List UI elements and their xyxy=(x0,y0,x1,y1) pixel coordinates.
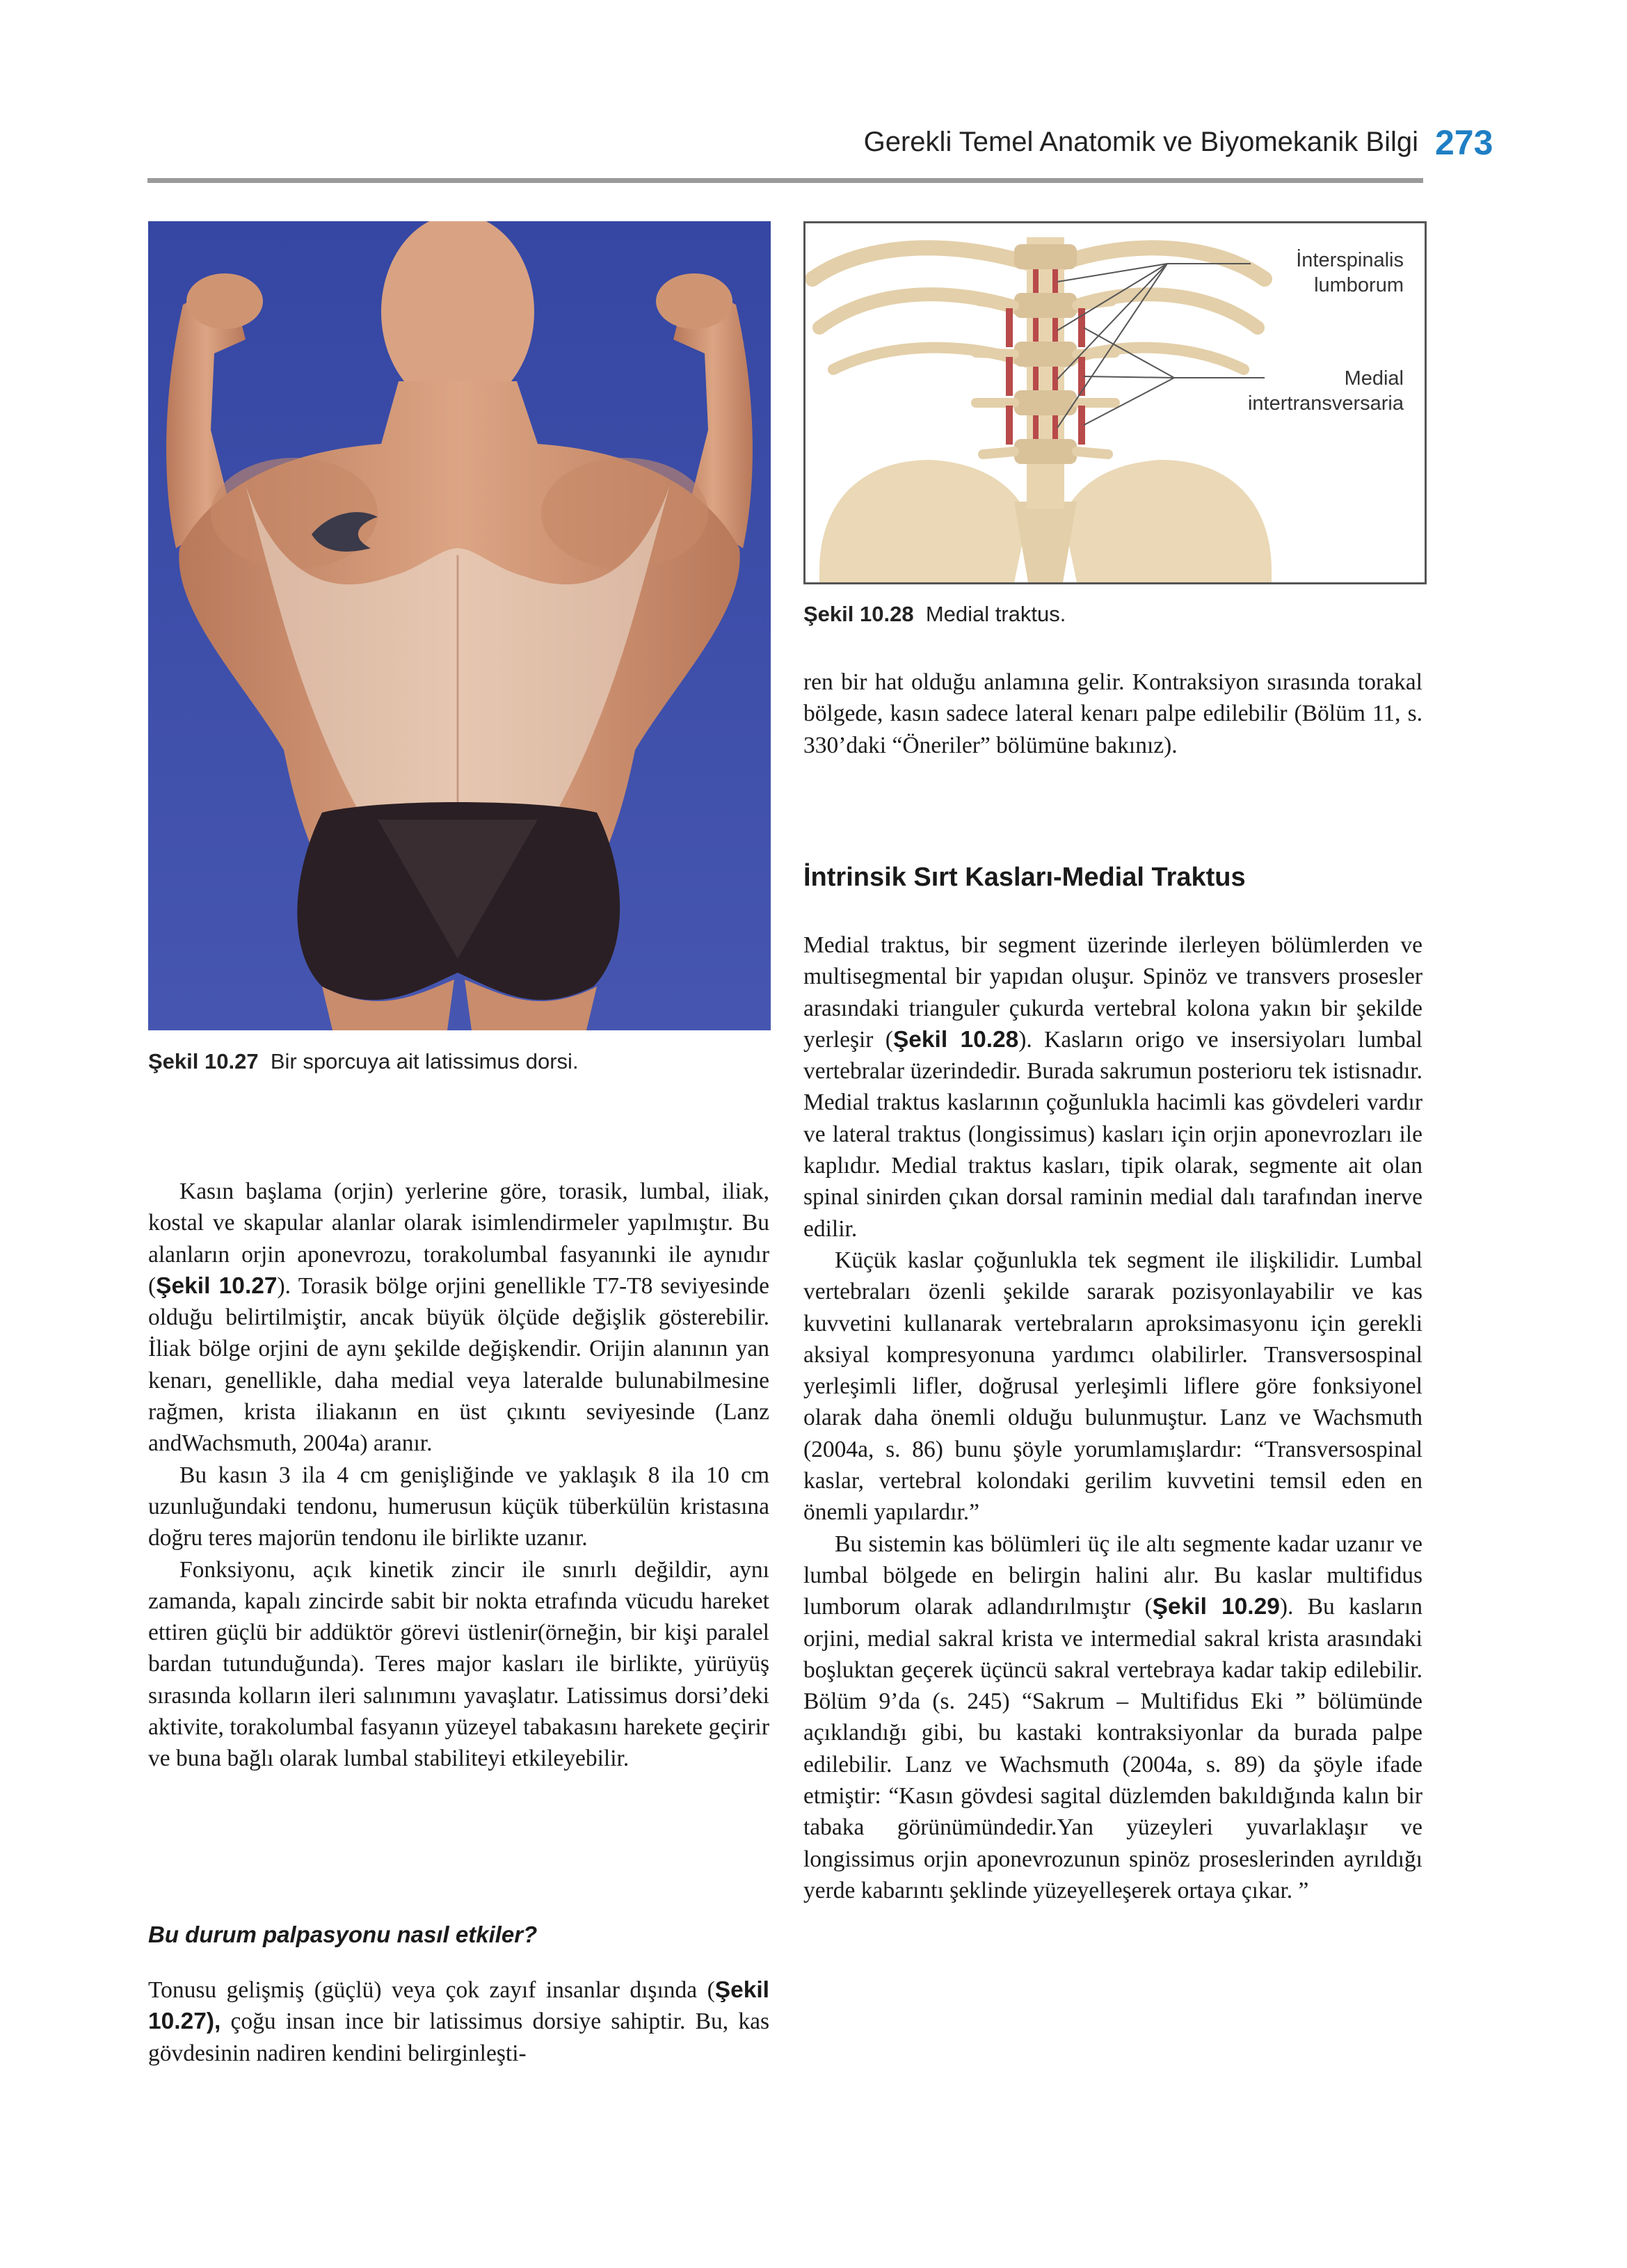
label-interspinalis: İnterspinalis xyxy=(1296,249,1404,271)
label-medial: Medial xyxy=(1344,367,1404,390)
left-p1-text-a: Kasın başlama (orjin) yerlerine göre, torasik, lumbal, iliak, kostal ve skapular alanlar olarak isimlendirmeler yapılmıştır. Bu alanların orjin aponevrozu, torakolumbal fasyanınki ile aynıdır ( xyxy=(148,1179,769,1299)
right-p3-text-a: Bu sistemin kas bölümleri üç ile altı segmente kadar uzanır ve lumbal bölgede en belirgin halini alır. Bu kaslar multifidus lumborum olarak adlandırılmıştır ( xyxy=(803,1531,1422,1620)
figure-29-reference: Şekil 10.29 xyxy=(1152,1594,1280,1620)
right-p1-text-a: Medial traktus, bir segment üzerinde ilerleyen bölümlerden ve multisegmental bir yapıdan oluşur. Spinöz ve transvers prosesler arasındaki trianguler çukurda vertebral kolona yakın bir şekilde yerleşir ( xyxy=(803,932,1422,1053)
left-column-body xyxy=(148,1176,769,1775)
left-paragraph-3: Fonksiyonu, açık kinetik zincir ile sınırlı değildir, aynı zamanda, kapalı zincirde sabit bir nokta etrafında vücudu hareket ettiren güçlü bir addüktör görevi üstlenir(örneğin, bir kişi paralel bardan tutunduğunda). Teres major kasları ile birlikte, yürüyüş sırasında kolların ileri salınımını yavaşlatır. Latissimus dorsi’deki aktivite, torakolumbal fasyanın yüzeyel tabakasını harekete geçirir ve buna bağlı olarak lumbal stabiliteyi etkileyebilir. xyxy=(148,1556,769,1772)
figure-28-caption-text: Medial traktus. xyxy=(925,602,1066,626)
page-number: 273 xyxy=(1435,123,1493,162)
left-paragraph-2: Bu kasın 3 ila 4 cm genişliğinde ve yaklaşık 8 ila 10 cm uzunluğundaki tendonu, humerusun küçük tüberkülün kristasına doğru teres majorün tendonu ile birlikte uzanır. xyxy=(148,1462,769,1551)
subheading-palpation: Bu durum palpasyonu nasıl etkiler? xyxy=(148,1922,538,1947)
right-paragraph-2: Küçük kaslar çoğunlukla tek segment ile ilişkilidir. Lumbal vertebraları özenli şekilde sararak pozisyonlayabilir ve kas kuvvetini kullanarak vertebraların aproksimasyonu için gerekli aksiyal kompresyonuna yardımcı olabilirler. Transversospinal yerleşimli lifler, doğrusal yerleşimli liflere göre fonksiyonel olarak daha önemli olduğu bulunmuştur. Lanz ve Wachsmuth (2004a, s. 86) bunu şöyle yorumlamışlardır: “Transversospinal kaslar, vertebral kolondaki gerilim kuvvetini temsil eden en önemli yapılardır.” xyxy=(803,1247,1422,1526)
left-column-after-subheading xyxy=(148,1974,769,2069)
left-p4-text-a: Tonusu gelişmiş (güçlü) veya çok zayıf insanlar dışında ( xyxy=(148,1977,715,2003)
continuation-paragraph: ren bir hat olduğu anlamına gelir. Kontraksiyon sırasında torakal bölgede, kasın sadece lateral kenarı palpe edilebilir (Bölüm 11, s. 330’daki “Öneriler” bölümüne bakınız). xyxy=(803,669,1422,758)
figure-27-label: Şekil 10.27 xyxy=(148,1049,259,1073)
figure-27-caption-text: Bir sporcuya ait latissimus dorsi. xyxy=(270,1049,579,1073)
label-lumborum: lumborum xyxy=(1314,274,1404,296)
right-p1-text-b: ). Kasların origo ve insersiyoları lumbal vertebralar üzerindedir. Burada sakrumun posterioru tek istisnadır. Medial traktus kaslarının çoğunlukla hacimli kas gövdeleri vardır ve lateral traktus (longissimus) kasları için orjin aponevrozları ile kaplıdır. Medial traktus kasları, tipik olarak, segmente ait olan spinal sinirden çıkan dorsal raminin medial dalı tarafından inerve edilir. xyxy=(803,1026,1422,1242)
right-column-body xyxy=(803,929,1422,1906)
label-intertransversaria: intertransversaria xyxy=(1247,392,1404,415)
right-p3-text-b: ). Bu kasların orjini, medial sakral krista ve intermedial sakral krista arasındaki boşluktan geçerek üçüncü sakral vertebraya kadar takip edilebilir. Bölüm 9’da (s. 245) “Sakrum – Multifidus Eki ” bölümünde açıklandığı gibi, bu kastaki kontraksiyonlar da burada palpe edilebilir. Lanz ve Wachsmuth (2004a, s. 89) da şöyle ifade etmiştir: “Kasın gövdesi sagital düzlemden bakıldığında kalın bir tabaka görünümündedir.Yan yüzeyleri yuvarlaklaşır ve longissimus orjin aponevrozunun spinöz proseslerinden ayrıldığı yerde kabarıntı şeklinde yüzeyelleşerek ortaya çıkar. ” xyxy=(803,1594,1422,1903)
athlete-back-illustration xyxy=(148,221,771,1030)
figure-27-reference: Şekil 10.27 xyxy=(156,1272,278,1299)
figure-27-caption xyxy=(148,1049,579,1074)
figure-latissimus-photo xyxy=(148,221,771,1030)
figure-medial-tract-diagram xyxy=(803,221,1427,584)
figure-27-reference-2: Şekil 10.27), xyxy=(148,1977,769,2035)
left-paragraph-1 xyxy=(148,1176,769,1460)
section-title: İntrinsik Sırt Kasları-Medial Traktus xyxy=(803,863,1246,892)
right-paragraph-1 xyxy=(803,929,1422,1245)
spine-illustration xyxy=(806,223,1425,582)
figure-28-label: Şekil 10.28 xyxy=(803,602,914,626)
figure-28-reference: Şekil 10.28 xyxy=(892,1026,1019,1053)
left-paragraph-4 xyxy=(148,1974,769,2069)
left-p4-text-b: çoğu insan ince bir latissimus dorsiye sahiptir. Bu, kas gövdesinin nadiren kendini belirginleşti- xyxy=(148,2009,769,2066)
running-title: Gerekli Temel Anatomik ve Biyomekanik Bilgi xyxy=(863,127,1418,157)
figure-28-caption xyxy=(803,602,1066,627)
right-column-continuation xyxy=(803,666,1422,761)
right-paragraph-3 xyxy=(803,1528,1422,1907)
left-p1-text-b: ). Torasik bölge orjini genellikle T7-T8 seviyesinde olduğu belirtilmiştir, ancak büyük ölçüde değişlik gösterebilir. İliak bölge orjini de aynı şekilde değişkendir. Orijin alanının yan kenarı, genellikle, daha medial veya lateralde bulunabilmesine rağmen, krista iliakanın en üst çıkıntı seviyesinde (Lanz andWachsmuth, 2004a) aranır. xyxy=(148,1272,769,1457)
header-rule xyxy=(147,178,1423,183)
